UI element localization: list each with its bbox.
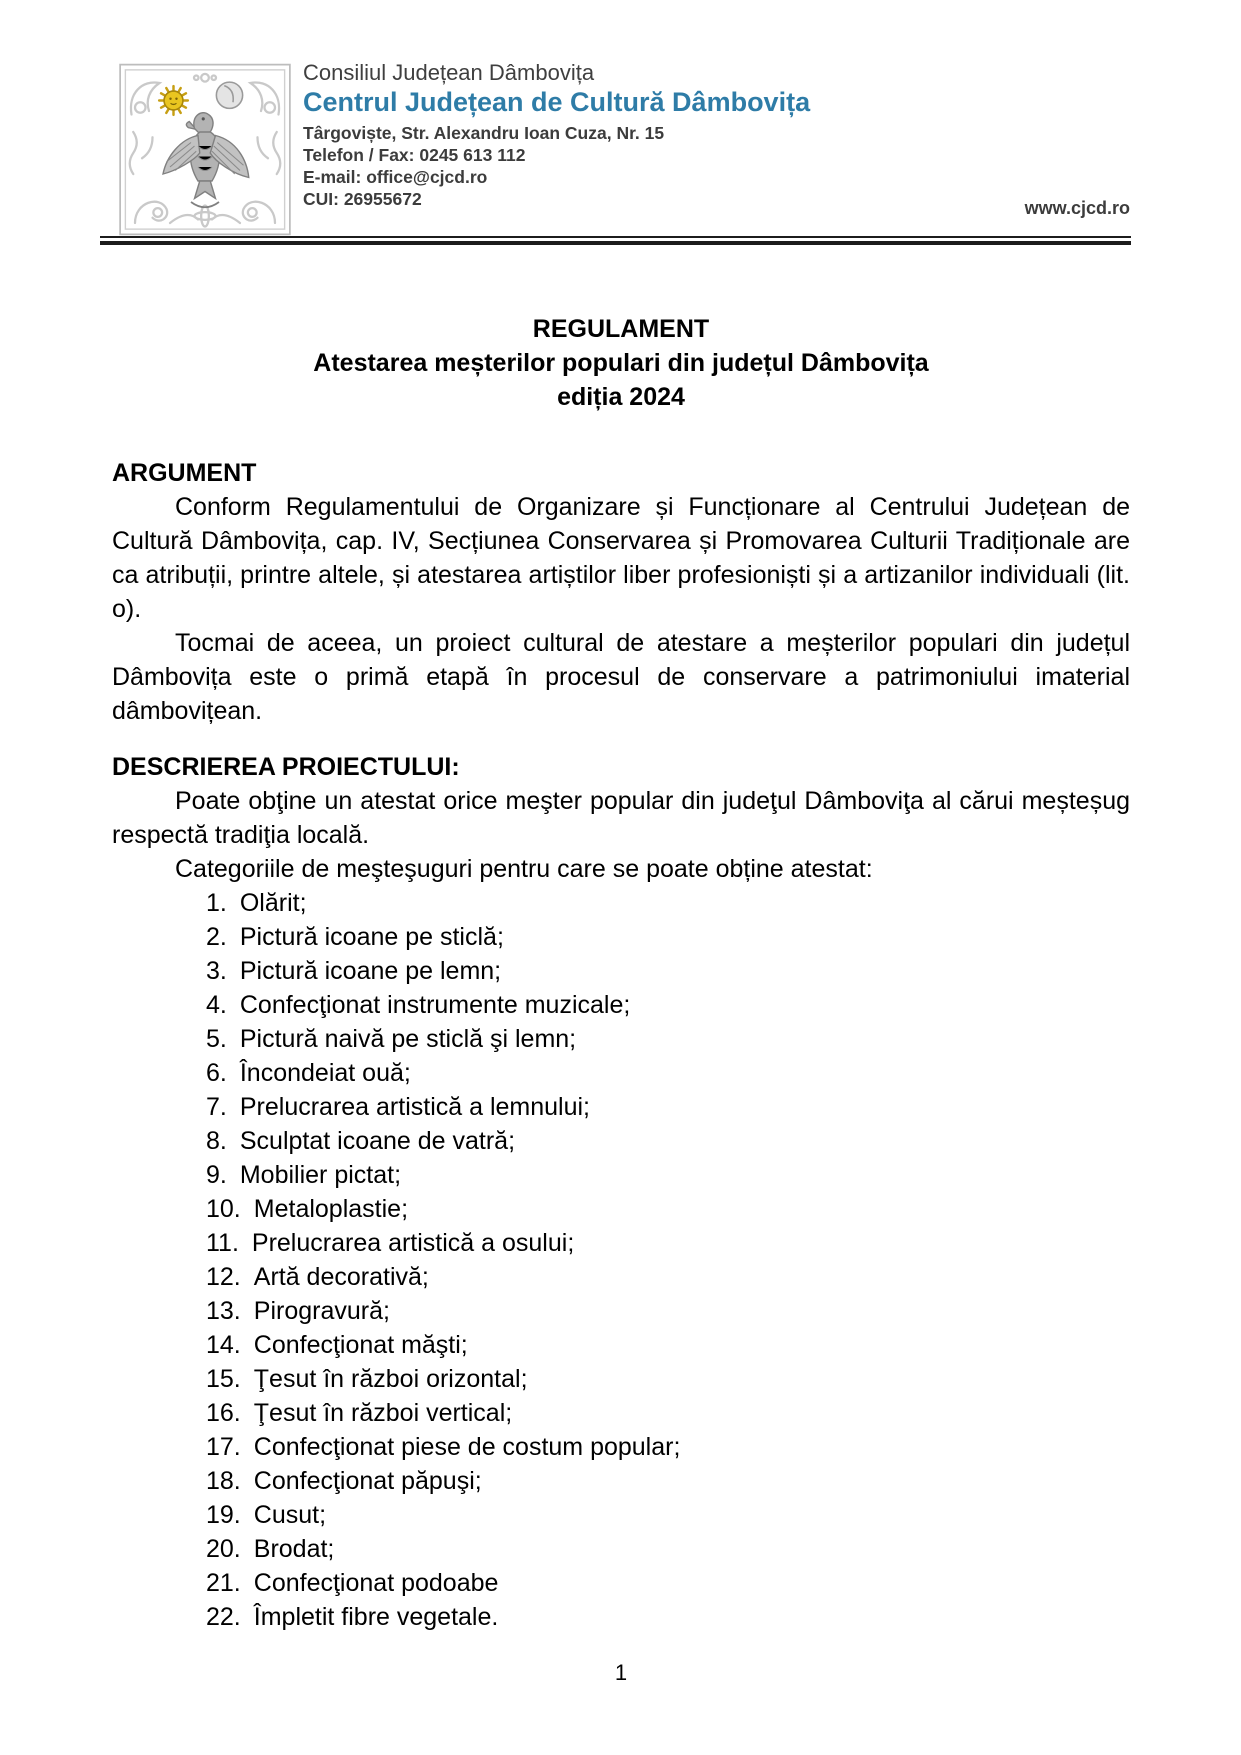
organization-name: Centrul Județean de Cultură Dâmbovița [303, 87, 811, 117]
list-item: 6. Încondeiat ouă; [206, 1059, 411, 1087]
email-line[interactable]: E-mail: office@cjcd.ro [303, 167, 488, 187]
list-item: 15. Ţesut în război orizontal; [206, 1365, 528, 1393]
list-item: 11. Prelucrarea artistică a osului; [206, 1229, 575, 1257]
list-item: 7. Prelucrarea artistică a lemnului; [206, 1093, 591, 1121]
cui-line: CUI: 26955672 [303, 189, 422, 209]
title-line-3: ediția 2024 [557, 383, 685, 411]
argument-paragraph-1: Conform Regulamentului de Organizare și Funcționare al Centrului Județean de Cultură Dâmbovița, cap. IV, Secțiunea Conservarea și Promovarea Culturii Tradiționale are ca atribuții, printre altele, și atestarea artiștilor liber profesioniști și a artizanilor individuali (lit. o). [112, 493, 1130, 623]
argument-paragraph-2: Tocmai de aceea, un proiect cultural de atestare a meșterilor populari din județul Dâmbovița este o primă etapă în procesul de conservare a patrimoniului imaterial dâmbovițean. [112, 629, 1130, 725]
document-body [112, 456, 1130, 1634]
list-item: 22. Împletit fibre vegetale. [206, 1603, 499, 1631]
list-item: 16. Ţesut în război vertical; [206, 1399, 513, 1427]
list-item: 14. Confecţionat măşti; [206, 1331, 468, 1359]
categories-lead-in: Categoriile de meşteşuguri pentru care se poate obține atestat: [175, 855, 873, 883]
list-item: 12. Artă decorativă; [206, 1263, 429, 1291]
website-link[interactable]: www.cjcd.ro [1024, 198, 1130, 218]
list-item: 2. Pictură icoane pe sticlă; [206, 923, 504, 951]
moon-icon [216, 82, 242, 108]
section-heading-descriere: DESCRIEREA PROIECTULUI: [112, 753, 460, 781]
sun-icon [159, 86, 188, 115]
eagle-icon [163, 113, 249, 208]
page-number: 1 [614, 1660, 628, 1685]
section-heading-argument: ARGUMENT [112, 459, 257, 487]
phone-fax-line: Telefon / Fax: 0245 613 112 [303, 145, 526, 165]
list-item: 8. Sculptat icoane de vatră; [206, 1127, 516, 1155]
list-item: 20. Brodat; [206, 1535, 335, 1563]
list-item: 10. Metaloplastie; [206, 1195, 409, 1223]
document-title [112, 312, 1130, 414]
address-line: Târgoviște, Str. Alexandru Ioan Cuza, Nr. 15 [303, 123, 665, 143]
descriere-paragraph-1: Poate obţine un atestat orice meşter popular din judeţul Dâmboviţa al cărui meșteșug respectă tradiţia locală. [112, 787, 1130, 849]
list-item: 21. Confecţionat podoabe [206, 1569, 499, 1597]
eagle-sun-moon-folk-emblem-icon [117, 62, 293, 237]
list-item: 9. Mobilier pictat; [206, 1161, 402, 1189]
title-line-2: Atestarea meșterilor populari din județul Dâmbovița [313, 349, 929, 377]
list-item: 17. Confecţionat piese de costum popular; [206, 1433, 681, 1461]
list-item: 4. Confecţionat instrumente muzicale; [206, 991, 631, 1019]
craft-categories-list [112, 886, 1130, 1634]
list-item: 19. Cusut; [206, 1501, 327, 1529]
parent-organization-name: Consiliul Județean Dâmbovița [303, 60, 595, 85]
list-item: 3. Pictură icoane pe lemn; [206, 957, 502, 985]
list-item: 13. Pirogravură; [206, 1297, 390, 1325]
title-line-1: REGULAMENT [532, 315, 710, 343]
list-item: 18. Confecţionat păpuşi; [206, 1467, 482, 1495]
organization-logo [117, 62, 293, 237]
list-item: 5. Pictură naivă pe sticlă şi lemn; [206, 1025, 577, 1053]
header-divider [100, 236, 1131, 245]
list-item: 1. Olărit; [206, 889, 307, 917]
